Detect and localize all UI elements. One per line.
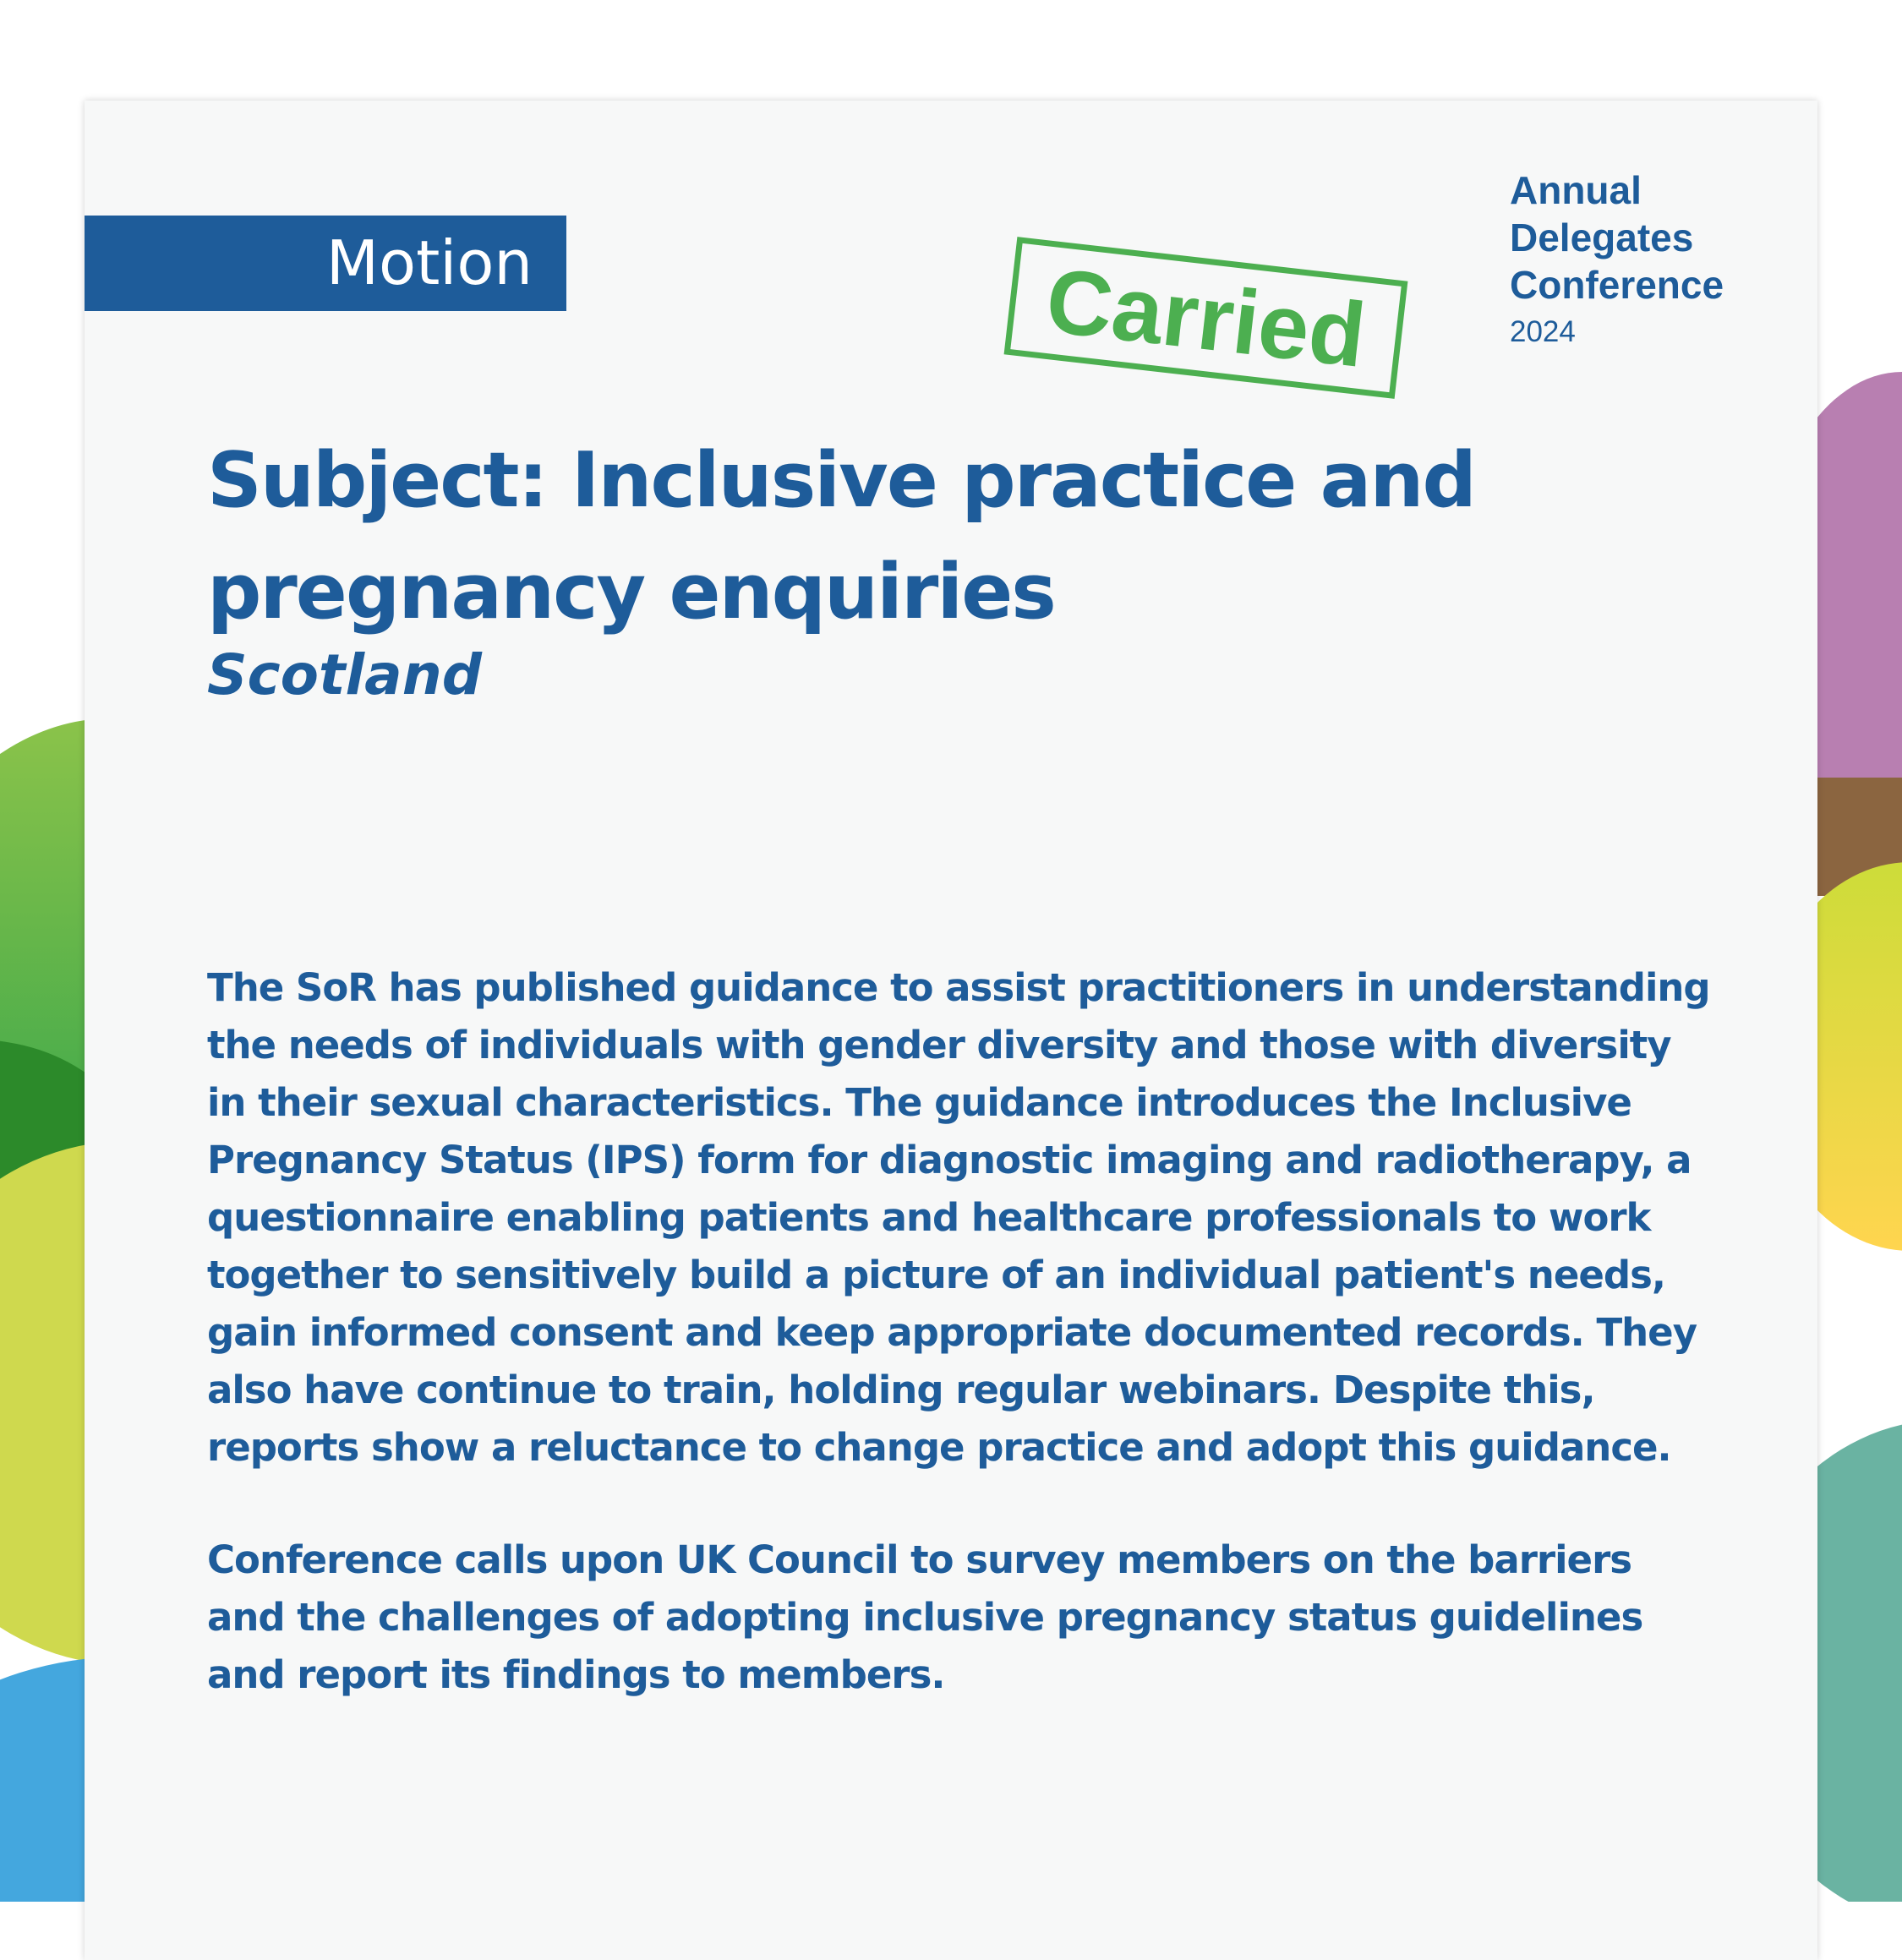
motion-label: Motion — [325, 227, 533, 298]
conference-line-3: Conference — [1510, 263, 1724, 307]
body-paragraph-2: Conference calls upon UK Council to survey members on the barriers and the challenges of adopting inclusive pregnancy status guidelines and report its findings to members. — [207, 1537, 1643, 1697]
subject-title: Subject: Inclusive practice and pregnancy enquiries — [207, 436, 1475, 636]
body-paragraph-1: The SoR has published guidance to assist practitioners in understanding the needs of individuals with gender diversity and those with diversity in their sexual characteristics. The guidance introduces the Inclusive Pregnancy Status (IPS) form for diagnostic imaging and radiotherapy, a questionnaire enabling patients and healthcare professionals to work together to sensitively build a picture of an individual patient's needs, gain informed consent and keep appropriate documented records. They also have continue to train, holding regular webinars. Despite this, reports show a reluctance to change practice and adopt this guidance. — [207, 965, 1710, 1470]
motion-banner — [85, 216, 566, 311]
carried-stamp — [1004, 237, 1408, 399]
motion-card — [85, 101, 1817, 1960]
conference-year: 2024 — [1510, 315, 1576, 348]
conference-line-1: Annual — [1510, 168, 1642, 212]
conference-line-2: Delegates — [1510, 216, 1694, 259]
submitting-region: Scotland — [207, 642, 482, 707]
conference-logo — [1510, 167, 1724, 351]
carried-stamp-text: Carried — [1041, 248, 1371, 387]
